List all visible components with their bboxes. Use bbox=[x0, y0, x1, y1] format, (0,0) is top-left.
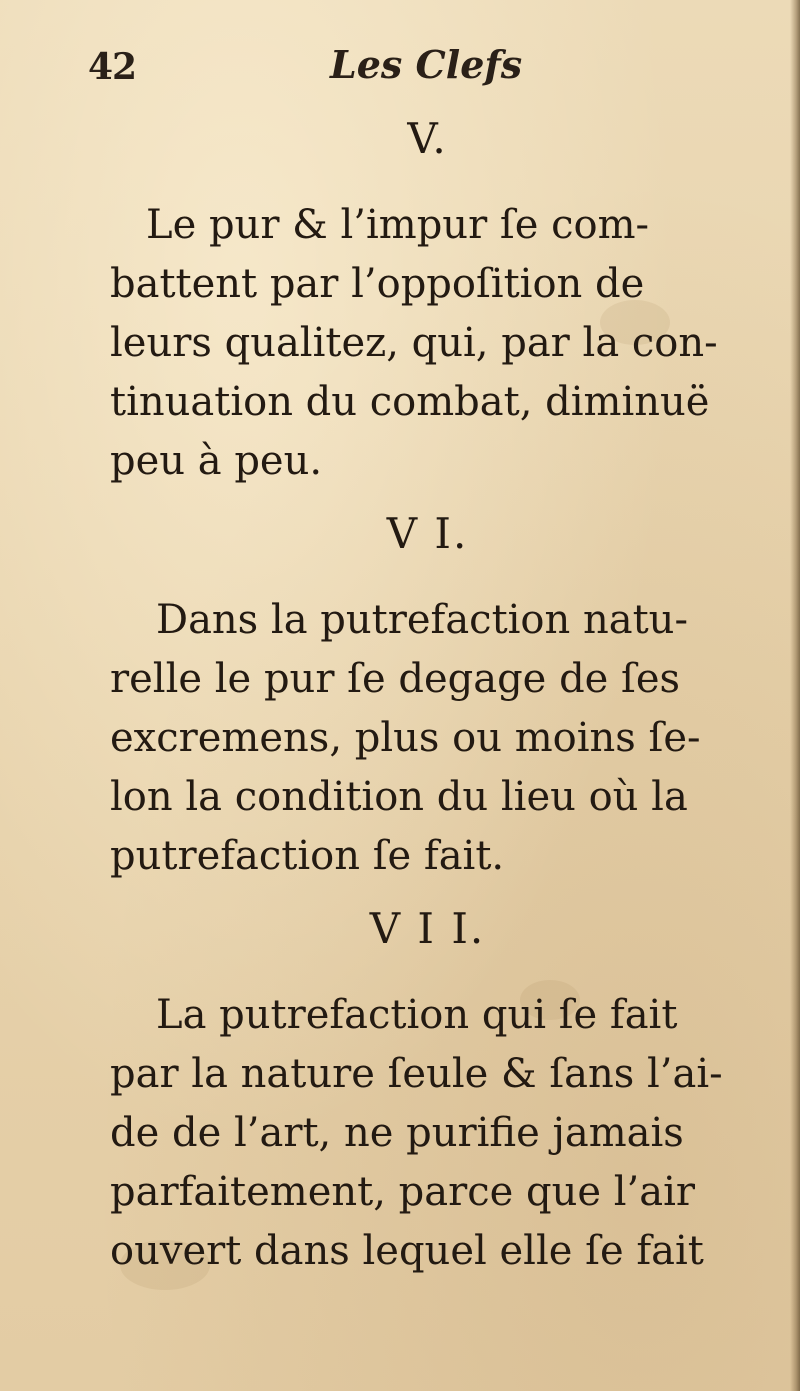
text-line: relle le pur ſe degage de ſes bbox=[110, 656, 681, 702]
text-line: tinuation du combat, diminuë bbox=[110, 379, 710, 425]
page-number: 42 bbox=[88, 46, 137, 88]
paragraph bbox=[110, 196, 775, 491]
text-line: La putrefaction qui ſe fait bbox=[156, 992, 678, 1038]
text-line: par la nature ſeule & ſans l’ai- bbox=[110, 1051, 723, 1097]
section-numeral: V. bbox=[407, 114, 448, 163]
text-line: Le pur & l’impur ſe com- bbox=[146, 202, 650, 248]
text-line: leurs qualitez, qui, par la con- bbox=[110, 320, 718, 366]
text-line: de de l’art, ne purifie jamais bbox=[110, 1110, 684, 1156]
section-numeral: V I I. bbox=[369, 904, 486, 953]
running-head: Les Clefs bbox=[330, 42, 523, 87]
page-header bbox=[80, 36, 720, 96]
paragraph bbox=[110, 986, 775, 1281]
section-numeral: V I. bbox=[386, 509, 469, 558]
text-line: peu à peu. bbox=[110, 438, 323, 484]
text-line: putrefaction ſe fait. bbox=[110, 833, 505, 879]
text-line: lon la condition du lieu où la bbox=[110, 774, 688, 820]
text-line: ouvert dans lequel elle ſe fait bbox=[110, 1228, 704, 1274]
text-line: battent par l’oppoſition de bbox=[110, 261, 645, 307]
page-edge-shadow bbox=[790, 0, 800, 1391]
text-line: parfaitement, parce que l’air bbox=[110, 1169, 696, 1215]
paragraph bbox=[110, 591, 775, 886]
text-line: excremens, plus ou moins ſe- bbox=[110, 715, 701, 761]
text-line: Dans la putrefaction natu- bbox=[156, 597, 688, 643]
main-text bbox=[110, 110, 775, 1281]
